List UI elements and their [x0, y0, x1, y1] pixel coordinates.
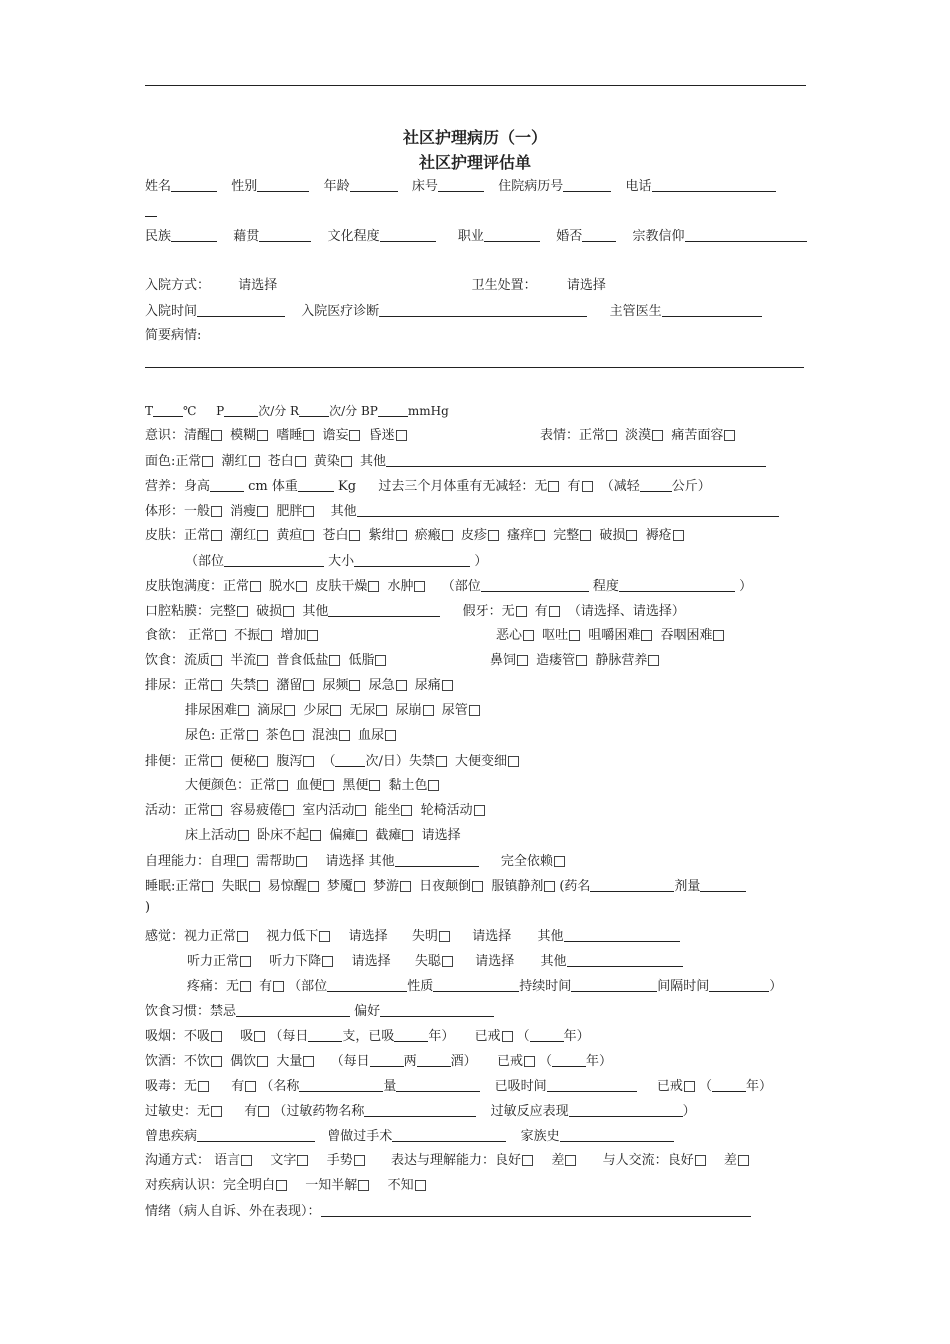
checkbox[interactable]	[295, 456, 306, 467]
mood-row: 情绪（病人自诉、外在表现）：	[145, 1203, 751, 1220]
gender-label: 性别	[231, 179, 258, 194]
checkbox[interactable]	[442, 680, 453, 691]
admit-time-label: 入院时间	[145, 304, 198, 319]
checkbox[interactable]	[211, 805, 222, 816]
stool-row: 排便：正常 便秘 腹泻 （ 次/日）失禁 大便变细	[145, 753, 523, 770]
admit-diag-label: 入院医疗诊断	[301, 304, 380, 319]
checkbox[interactable]	[349, 430, 360, 441]
marital-label: 婚否	[556, 229, 583, 244]
occupation-field[interactable]	[484, 228, 540, 242]
checkbox[interactable]	[211, 655, 222, 666]
checkbox[interactable]	[469, 705, 480, 716]
checkbox[interactable]	[576, 655, 587, 666]
history-row: 曾患疾病 曾做过手术 家族史	[145, 1128, 674, 1145]
checkbox[interactable]	[502, 1031, 513, 1042]
checkbox[interactable]	[249, 456, 260, 467]
checkbox[interactable]	[297, 1155, 308, 1166]
stool-color-row: 大便颜色：正常 血便 黑便 黏土色	[185, 778, 443, 794]
height-field[interactable]	[210, 478, 244, 492]
activity-row: 活动：正常 容易疲倦 室内活动 能坐 轮椅活动	[145, 803, 489, 819]
doctor-label: 主管医生	[609, 304, 662, 319]
top-rule	[145, 85, 806, 86]
ethnicity-field[interactable]	[171, 228, 217, 242]
checkbox[interactable]	[376, 705, 387, 716]
admit-mode-label: 入院方式：	[145, 278, 211, 293]
doctor-field[interactable]	[662, 303, 762, 317]
checkbox[interactable]	[648, 655, 659, 666]
surgery-field[interactable]	[392, 1128, 506, 1142]
native-field[interactable]	[259, 228, 311, 242]
diet-taboo-field[interactable]	[236, 1003, 350, 1017]
checkbox[interactable]	[400, 881, 411, 892]
skin-site-field[interactable]	[224, 553, 324, 567]
hearing-select[interactable]: 请选择	[351, 954, 391, 969]
checkbox[interactable]	[319, 931, 330, 942]
phone-field[interactable]	[652, 178, 776, 192]
checkbox[interactable]	[250, 581, 261, 592]
smoke-quit-years-field[interactable]	[530, 1028, 564, 1042]
record-no-field[interactable]	[563, 178, 611, 192]
bed-field[interactable]	[438, 178, 484, 192]
checkbox[interactable]	[439, 931, 450, 942]
drink-type-field[interactable]	[417, 1053, 451, 1067]
checkbox[interactable]	[240, 956, 251, 967]
past-disease-field[interactable]	[197, 1128, 315, 1142]
religion-label: 宗教信仰	[632, 229, 685, 244]
name-label: 姓名	[145, 179, 172, 194]
checkbox[interactable]	[423, 705, 434, 716]
ethnicity-label: 民族	[145, 229, 172, 244]
gender-field[interactable]	[257, 178, 309, 192]
temp-label: T	[145, 404, 154, 418]
sleep-row: 睡眠:正常 失眠 易惊醒 梦魇 梦游 日夜颠倒 服镇静剂 (药名 剂量	[145, 878, 746, 895]
admit-time-field[interactable]	[197, 303, 285, 317]
checkbox[interactable]	[238, 830, 249, 841]
checkbox[interactable]	[283, 805, 294, 816]
checkbox[interactable]	[474, 805, 485, 816]
checkbox[interactable]	[508, 756, 519, 767]
age-label: 年龄	[323, 179, 350, 194]
drug-use-row: 吸毒：无 有 （名称 量 已吸时间 已戒 （ 年）	[145, 1079, 772, 1094]
drug-duration-field[interactable]	[547, 1078, 637, 1092]
checkbox[interactable]	[202, 881, 213, 892]
sleep-close: )	[145, 900, 151, 915]
checkbox[interactable]	[211, 1056, 222, 1067]
body-other-field[interactable]	[357, 503, 779, 517]
brief-field[interactable]	[145, 367, 804, 368]
checkbox[interactable]	[713, 630, 724, 641]
checkbox[interactable]	[580, 530, 591, 541]
admit-diag-field[interactable]	[379, 303, 587, 317]
checkbox[interactable]	[254, 1031, 265, 1042]
checkbox[interactable]	[257, 530, 268, 541]
checkbox[interactable]	[356, 830, 367, 841]
edema-degree-field[interactable]	[619, 578, 735, 592]
checkbox[interactable]	[303, 680, 314, 691]
diet-habit-row: 饮食习惯：禁忌 偏好	[145, 1003, 494, 1020]
checkbox[interactable]	[237, 606, 248, 617]
checkbox[interactable]	[257, 655, 268, 666]
checkbox[interactable]	[544, 881, 555, 892]
checkbox[interactable]	[565, 1155, 576, 1166]
checkbox[interactable]	[240, 981, 251, 992]
checkbox[interactable]	[238, 705, 249, 716]
appetite-row: 食欲： 正常 不振 增加	[145, 628, 322, 644]
education-field[interactable]	[380, 228, 436, 242]
checkbox[interactable]	[436, 756, 447, 767]
checkbox[interactable]	[257, 756, 268, 767]
phone-field-cont	[145, 203, 157, 220]
checkbox[interactable]	[293, 730, 304, 741]
smoke-years-field[interactable]	[394, 1028, 428, 1042]
checkbox[interactable]	[330, 705, 341, 716]
checkbox[interactable]	[695, 1155, 706, 1166]
checkbox[interactable]	[211, 506, 222, 517]
hearing-row: 听力正常 听力下降 请选择 失聪 请选择 其他	[187, 953, 683, 970]
checkbox[interactable]	[329, 655, 340, 666]
pulse-field[interactable]	[224, 403, 258, 417]
checkbox[interactable]	[245, 1081, 256, 1092]
checkbox[interactable]	[548, 481, 559, 492]
checkbox[interactable]	[211, 680, 222, 691]
checkbox[interactable]	[524, 1056, 535, 1067]
smoking-row: 吸烟：不吸 吸 （每日 支，已吸 年） 已戒 （ 年）	[145, 1029, 590, 1044]
checkbox[interactable]	[488, 530, 499, 541]
checkbox[interactable]	[369, 780, 380, 791]
native-label: 藉贯	[233, 229, 260, 244]
checkbox[interactable]	[396, 530, 407, 541]
checkbox[interactable]	[339, 730, 350, 741]
family-history-field[interactable]	[560, 1128, 674, 1142]
senses-row: 感觉：视力正常 视力低下 请选择 失明 请选择 其他	[145, 928, 680, 945]
skin-size-field[interactable]	[354, 553, 470, 567]
skin-row: 皮肤：正常 潮红 黄疸 苍白 紫绀 瘀瘢 皮疹 瘙痒 完整 破损 褥疮	[145, 528, 688, 544]
checkbox[interactable]	[442, 956, 453, 967]
checkbox[interactable]	[349, 530, 360, 541]
checkbox[interactable]	[296, 581, 307, 592]
marital-field[interactable]	[582, 228, 616, 242]
drink-amount-field[interactable]	[370, 1053, 404, 1067]
checkbox[interactable]	[368, 581, 379, 592]
checkbox[interactable]	[211, 430, 222, 441]
nutrition-row: 营养：身高 cm 体重 Kg 过去三个月体重有无减轻：无 有 （减轻 公斤）	[145, 479, 711, 494]
checkbox[interactable]	[211, 1031, 222, 1042]
checkbox[interactable]	[261, 630, 272, 641]
checkbox[interactable]	[215, 630, 226, 641]
checkbox[interactable]	[641, 630, 652, 641]
checkbox[interactable]	[303, 756, 314, 767]
checkbox[interactable]	[277, 780, 288, 791]
vision-select[interactable]: 请选择	[348, 929, 388, 944]
checkbox[interactable]	[401, 805, 412, 816]
checkbox[interactable]	[247, 730, 258, 741]
checkbox[interactable]	[354, 881, 365, 892]
drinking-row: 饮酒：不饮 偶饮 大量 （每日 两 酒） 已戒 （ 年）	[145, 1054, 612, 1069]
checkbox[interactable]	[296, 856, 307, 867]
sedative-name-field[interactable]	[590, 878, 674, 892]
checkbox[interactable]	[415, 1180, 426, 1191]
sedative-dose-field[interactable]	[700, 878, 746, 892]
religion-field[interactable]	[685, 228, 807, 242]
checkbox[interactable]	[652, 430, 663, 441]
checkbox[interactable]	[211, 756, 222, 767]
checkbox[interactable]	[257, 506, 268, 517]
checkbox[interactable]	[237, 856, 248, 867]
checkbox[interactable]	[534, 530, 545, 541]
bed-label: 床号	[411, 179, 438, 194]
pulse-label: P	[216, 404, 225, 418]
appetite-row-right: 恶心 呕吐 咀嚼困难 吞咽困难	[496, 628, 728, 644]
allergy-reaction-field[interactable]	[569, 1103, 683, 1117]
temp-field[interactable]	[153, 403, 183, 417]
hygiene-select[interactable]: 请选择	[566, 278, 606, 293]
expression-row: 表情：正常 淡漠 痛苦面容	[540, 428, 739, 444]
checkbox[interactable]	[549, 606, 560, 617]
brief-row	[145, 328, 201, 344]
admission-row	[145, 278, 606, 294]
hearing-other-field[interactable]	[567, 953, 683, 967]
checkbox[interactable]	[626, 530, 637, 541]
checkbox[interactable]	[738, 1155, 749, 1166]
checkbox[interactable]	[396, 680, 407, 691]
vision-other-field[interactable]	[564, 928, 680, 942]
checkbox[interactable]	[414, 581, 425, 592]
checkbox[interactable]	[258, 1106, 269, 1117]
activity-row2: 床上活动 卧床不起 偏瘫 截瘫 请选择	[185, 828, 461, 843]
checkbox[interactable]	[385, 730, 396, 741]
checkbox[interactable]	[569, 630, 580, 641]
blind-select[interactable]: 请选择	[472, 929, 512, 944]
checkbox[interactable]	[303, 1056, 314, 1067]
skin-detail-row: （部位 大小 ）	[185, 554, 488, 569]
occupation-label: 职业	[457, 229, 484, 244]
oral-row: 口腔粘膜：完整 破损 其他 假牙：无 有 （请选择、请选择）	[145, 604, 685, 619]
checkbox[interactable]	[724, 430, 735, 441]
disease-knowledge-row: 对疾病认识：完全明白 一知半解 不知	[145, 1178, 430, 1194]
checkbox[interactable]	[516, 606, 527, 617]
checkbox[interactable]	[442, 530, 453, 541]
drug-name-field[interactable]	[299, 1078, 383, 1092]
pain-row: 疼痛：无 有 （部位 性质 持续时间 间隔时间 ）	[187, 979, 783, 994]
checkbox[interactable]	[257, 680, 268, 691]
pain-duration-field[interactable]	[571, 978, 657, 992]
checkbox[interactable]	[283, 606, 294, 617]
checkbox[interactable]	[237, 931, 248, 942]
checkbox[interactable]	[303, 506, 314, 517]
urination-row2: 排尿困难 滴尿 少尿 无尿 尿崩 尿管	[185, 703, 484, 719]
checkbox[interactable]	[606, 430, 617, 441]
checkbox[interactable]	[523, 630, 534, 641]
stool-freq-field[interactable]	[335, 753, 365, 767]
checkbox[interactable]	[354, 1155, 365, 1166]
checkbox[interactable]	[472, 881, 483, 892]
checkbox[interactable]	[396, 430, 407, 441]
checkbox[interactable]	[322, 956, 333, 967]
patient-info-row1	[145, 178, 776, 195]
self-care-other-field[interactable]	[395, 853, 479, 867]
face-other-field[interactable]	[386, 453, 766, 467]
checkbox[interactable]	[517, 655, 528, 666]
body-type-row: 体形：一般 消瘦 肥胖 其他	[145, 503, 779, 520]
pain-nature-field[interactable]	[433, 978, 519, 992]
self-care-row: 自理能力：自理 需帮助 请选择 其他 完全依赖	[145, 853, 569, 870]
pain-interval-field[interactable]	[709, 978, 769, 992]
checkbox[interactable]	[211, 1106, 222, 1117]
diet-row-right: 鼻饲 造瘘管 静脉营养	[490, 653, 663, 669]
mood-field[interactable]	[321, 1203, 751, 1217]
urination-row: 排尿：正常 失禁 潴留 尿频 尿急 尿痛	[145, 678, 457, 694]
name-field[interactable]	[171, 178, 217, 192]
checkbox[interactable]	[684, 1081, 695, 1092]
hygiene-label: 卫生处置：	[471, 278, 537, 293]
communication-row: 沟通方式： 语言 文字 手势 表达与理解能力：良好 差 与人交流：良好 差	[145, 1153, 753, 1169]
checkbox[interactable]	[308, 881, 319, 892]
checkbox[interactable]	[375, 655, 386, 666]
checkbox[interactable]	[673, 530, 684, 541]
checkbox[interactable]	[428, 780, 439, 791]
pain-site-field[interactable]	[327, 978, 407, 992]
patient-info-row2	[145, 228, 807, 245]
page-subtitle: 社区护理评估单	[418, 153, 531, 172]
checkbox[interactable]	[303, 530, 314, 541]
checkbox[interactable]	[310, 830, 321, 841]
checkbox[interactable]	[355, 805, 366, 816]
checkbox[interactable]	[303, 430, 314, 441]
checkbox[interactable]	[202, 456, 213, 467]
diet-preference-field[interactable]	[380, 1003, 494, 1017]
brief-label: 简要病情:	[145, 328, 202, 343]
vitals-row: T ℃ P 次/分 R 次/分 BP mmHg	[145, 404, 449, 418]
checkbox[interactable]	[307, 630, 318, 641]
drug-amount-field[interactable]	[396, 1078, 480, 1092]
checkbox[interactable]	[211, 530, 222, 541]
activity-select[interactable]: 请选择	[421, 828, 461, 843]
smoke-daily-field[interactable]	[308, 1028, 342, 1042]
admit-mode-select[interactable]: 请选择	[238, 278, 278, 293]
face-row: 面色:正常 潮红 苍白 黄染 其他	[145, 453, 766, 470]
skin-turgor-row: 皮肤饱满度：正常 脱水 皮肤干燥 水肿 （部位 程度 ）	[145, 579, 753, 594]
bp-field[interactable]	[378, 403, 408, 417]
resp-field[interactable]	[299, 403, 329, 417]
phone-label: 电话	[625, 179, 652, 194]
page-title: 社区护理病历（一）	[402, 128, 547, 147]
allergy-drug-field[interactable]	[364, 1103, 476, 1117]
checkbox[interactable]	[284, 705, 295, 716]
checkbox[interactable]	[358, 1180, 369, 1191]
checkbox[interactable]	[276, 1180, 287, 1191]
checkbox[interactable]	[582, 481, 593, 492]
drink-quit-years-field[interactable]	[552, 1053, 586, 1067]
checkbox[interactable]	[554, 856, 565, 867]
checkbox[interactable]	[273, 981, 284, 992]
education-label: 文化程度	[327, 229, 380, 244]
allergy-row: 过敏史：无 有 （过敏药物名称 过敏反应表现 ）	[145, 1104, 696, 1119]
consciousness-row: 意识：清醒 模糊 嗜睡 谵妄 昏迷	[145, 428, 411, 444]
admission-time-row	[145, 303, 762, 320]
checkbox[interactable]	[257, 1056, 268, 1067]
checkbox[interactable]	[241, 1155, 252, 1166]
oral-other-field[interactable]	[328, 603, 440, 617]
drug-quit-years-field[interactable]	[712, 1078, 746, 1092]
checkbox[interactable]	[349, 680, 360, 691]
checkbox[interactable]	[257, 430, 268, 441]
record-no-label: 住院病历号	[498, 179, 564, 194]
checkbox[interactable]	[249, 881, 260, 892]
age-field[interactable]	[350, 178, 398, 192]
edema-site-field[interactable]	[481, 578, 589, 592]
checkbox[interactable]	[341, 456, 352, 467]
checkbox[interactable]	[198, 1081, 209, 1092]
weight-loss-field[interactable]	[640, 478, 672, 492]
checkbox[interactable]	[323, 780, 334, 791]
diet-row: 饮食：流质 半流 普食低盐 低脂	[145, 653, 390, 669]
checkbox[interactable]	[522, 1155, 533, 1166]
deaf-select[interactable]: 请选择	[475, 954, 515, 969]
checkbox[interactable]	[402, 830, 413, 841]
urine-color-row: 尿色: 正常 茶色 混浊 血尿	[185, 728, 400, 744]
weight-field[interactable]	[298, 478, 334, 492]
